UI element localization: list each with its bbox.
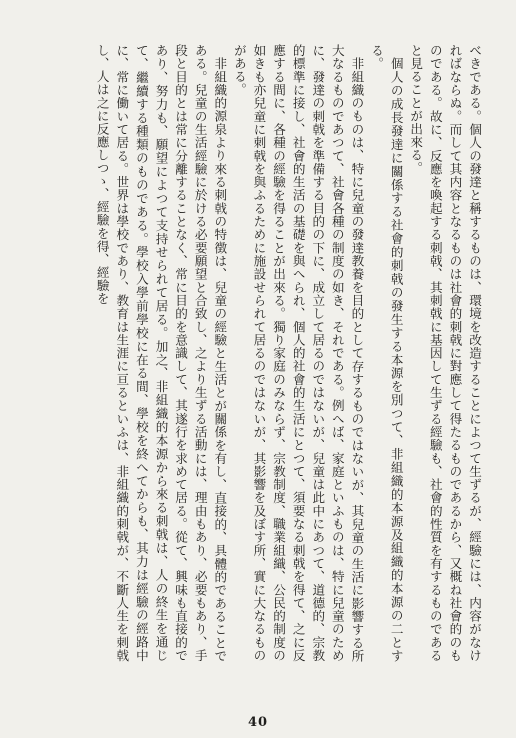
paragraph: 非組織的源泉より來る刺戟の特徴は、兒童の經驗と生活とが關係を有し、直接的、具體的であることである。兒童の生活經驗に於ける必要願望と合致し、之より生ずる活動には、理由もあり、必要もあり、手段と目的とは常に分離することなく、常に目的を意識して、其遂行を求めて居る。從て、興味も直接的であり、努力も、願望によつて支持せられて居る。加之、非組織的本源から來る刺戟は、人の終生を通じて、繼續する種類のものである。學校入學前學校に在る間、學校を終へてからも、其力は經驗の經路中に、常に働いて居る。世界は學校であり、教育は生涯に亘るといふは、非組織的刺戟が、不斷人生を刺戟し、人は之に反應しつゝ、經驗を得、經驗を: [94, 44, 228, 662]
page-number: 40: [247, 715, 269, 730]
paragraph: 個人の成長發達に關係する社會的刺戟の發生する本源を別つて、非組織的本源及組織的本源の二とする。: [369, 44, 404, 662]
paragraph: べきである。個人の發達と稱するものは、環境を改造することによつて生ずるが、經驗には、内容がなければならぬ。而して其内容となるものは社會的刺戟に對應して得たるものであるから、又概ね社會的のものである。故に、反應を喚起する刺戟、其刺戟に基因して生ずる經驗も、社會的性質を有するものであると見ることが出來る。: [408, 44, 482, 662]
paragraph: 非組織のものは、特に兒童の發達教養を目的として存するものではないが、其兒童の生活に影響する所大なるものであつて、社會各種の制度の如き、それである。例へば、家庭といふものは、特に兒童のために、發達の刺戟を準備する目的の下に、成立して居るのではないが、兒童は此中にあつて、道德的、宗教的標準に接し、社會的生活の基礎を與へられ、個人的社會的生活にとつて、須要なる刺戟を得て、之に反應する間に、各種の經驗を得ることが出來る。獨り家庭のみならず、宗教制度、職業組織、公民的制度の如きも亦兒童に刺戟を與ふるために施設せられて居るのではないが、其影響を及ぼす所、實に大なるものがある。: [231, 44, 365, 662]
vertical-text-body: [34, 44, 484, 662]
